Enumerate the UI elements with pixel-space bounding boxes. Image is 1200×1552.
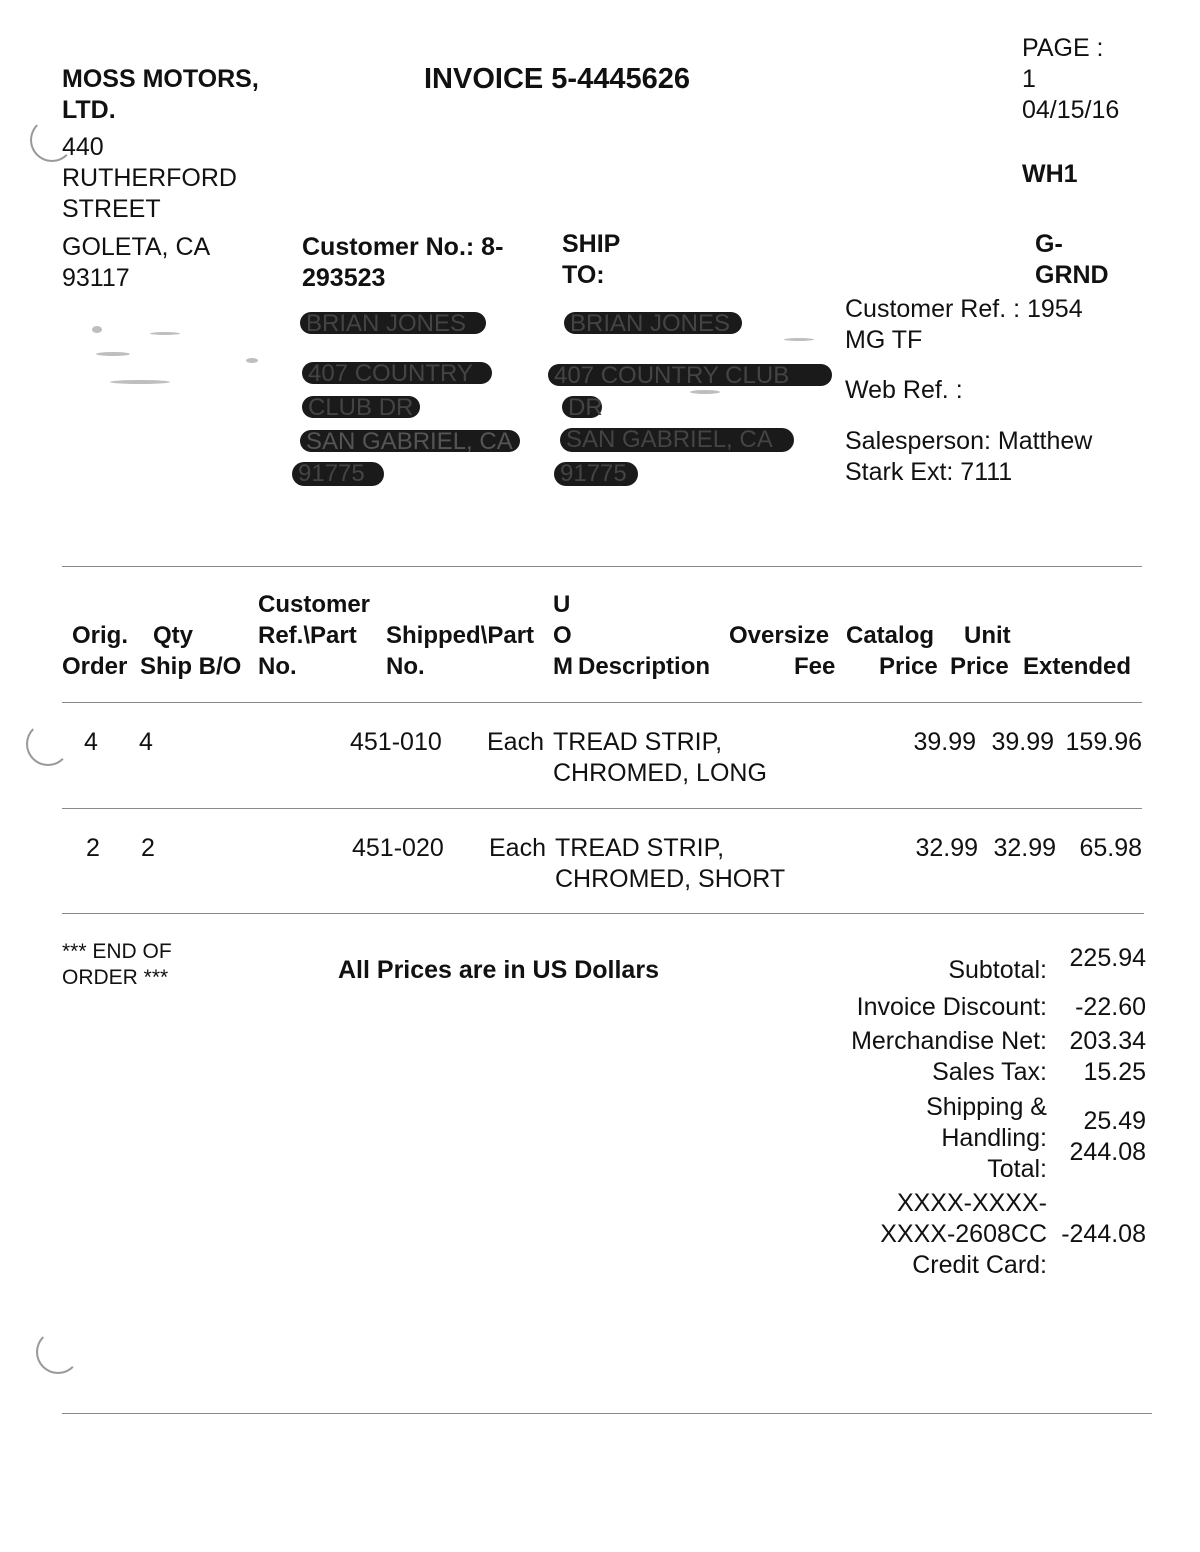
row1-orig: 4	[84, 728, 98, 756]
row1-extended: 159.96	[1065, 728, 1142, 756]
row1-desc-line2: CHROMED, LONG	[553, 759, 767, 787]
header-catalog-2: Price	[879, 653, 938, 680]
divider-row1	[62, 808, 1142, 809]
merchandise-net-value: 203.34	[1069, 1027, 1146, 1055]
sales-tax-label: Sales Tax:	[932, 1058, 1047, 1086]
header-shipped-part-2: No.	[386, 653, 425, 680]
divider-top	[62, 566, 1142, 567]
binder-hole-mark	[26, 722, 70, 766]
invoice-title: INVOICE 5-4445626	[424, 63, 690, 95]
header-uom-1: U	[553, 591, 571, 618]
header-oversize-2: Fee	[794, 653, 836, 680]
row2-unit: 32.99	[993, 834, 1056, 862]
customer-number-label: Customer No.: 8-	[302, 233, 504, 261]
row1-part: 451-010	[350, 728, 442, 756]
header-orig-2: Order	[62, 653, 128, 680]
row1-ship: 4	[139, 728, 153, 756]
header-qty-2: Ship B/O	[140, 653, 242, 680]
header-uom-3: M	[553, 653, 573, 680]
binder-hole-mark	[30, 118, 74, 162]
customer-address1-redacted: 407 COUNTRY	[302, 362, 492, 384]
shipping-label-line2: Handling:	[941, 1124, 1047, 1152]
row1-catalog: 39.99	[913, 728, 976, 756]
row2-desc-line2: CHROMED, SHORT	[555, 865, 786, 893]
customer-address2-redacted: CLUB DR	[302, 396, 420, 418]
header-catalog-1: Catalog	[846, 622, 935, 649]
total-value: 244.08	[1069, 1138, 1146, 1166]
row1-unit: 39.99	[991, 728, 1054, 756]
page-number: 1	[1022, 65, 1036, 93]
ship-to-zip-redacted: 91775	[554, 462, 638, 486]
binder-hole-mark	[36, 1330, 80, 1374]
end-of-order-line1: *** END OF	[62, 940, 172, 963]
shipping-value: 25.49	[1083, 1107, 1146, 1135]
shipping-code-line2: GRND	[1035, 261, 1109, 289]
shipping-code-line1: G-	[1035, 230, 1063, 258]
row2-desc-line1: TREAD STRIP,	[555, 834, 725, 862]
row2-orig: 2	[86, 834, 100, 862]
company-address-line2: RUTHERFORD	[62, 164, 237, 192]
discount-label: Invoice Discount:	[856, 993, 1047, 1021]
subtotal-label: Subtotal:	[948, 956, 1047, 984]
ship-to-name-redacted: BRIAN JONES	[564, 312, 742, 334]
salesperson: Salesperson: Matthew	[845, 427, 1093, 455]
shipping-label-line1: Shipping &	[926, 1093, 1047, 1121]
divider-header	[62, 702, 1142, 703]
company-name-line2: LTD.	[62, 96, 116, 124]
customer-number-value: 293523	[302, 264, 386, 292]
scan-speck	[92, 326, 102, 333]
company-zip: 93117	[62, 264, 130, 292]
ship-to-label-line1: SHIP	[562, 230, 621, 258]
company-address-line1: 440	[62, 133, 104, 161]
credit-card-line2: XXXX-2608CC	[880, 1220, 1047, 1248]
header-custref-3: No.	[258, 653, 297, 680]
header-orig-1: Orig.	[72, 622, 129, 649]
header-oversize-1: Oversize	[729, 622, 830, 649]
header-uom-2: O	[553, 622, 572, 649]
divider-row2	[62, 913, 1144, 914]
web-ref: Web Ref. :	[845, 376, 963, 404]
header-description: Description	[578, 653, 711, 680]
company-address-line3: STREET	[62, 195, 161, 223]
invoice-date: 04/15/16	[1022, 96, 1120, 124]
scan-speck	[246, 358, 258, 363]
row2-extended: 65.98	[1079, 834, 1142, 862]
header-shipped-part-1: Shipped\Part	[386, 622, 535, 649]
ship-to-address1-redacted: 407 COUNTRY CLUB	[548, 364, 832, 386]
header-custref-2: Ref.\Part	[258, 622, 357, 649]
row1-uom: Each	[487, 728, 544, 756]
header-extended: Extended	[1023, 653, 1132, 680]
company-name-line1: MOSS MOTORS,	[62, 65, 259, 93]
header-unit-1: Unit	[964, 622, 1011, 649]
customer-city-redacted: SAN GABRIEL, CA	[300, 430, 530, 452]
company-city: GOLETA, CA	[62, 233, 211, 261]
credit-card-line1: XXXX-XXXX-	[896, 1189, 1047, 1217]
row2-ship: 2	[141, 834, 155, 862]
sales-tax-value: 15.25	[1083, 1058, 1146, 1086]
total-label: Total:	[987, 1155, 1047, 1183]
customer-ref: Customer Ref. : 1954	[845, 295, 1083, 323]
scan-speck	[96, 352, 130, 356]
header-unit-2: Price	[950, 653, 1009, 680]
ship-to-address2-redacted: DR	[562, 396, 602, 418]
customer-ref-line2: MG TF	[845, 326, 923, 354]
credit-card-label: Credit Card:	[912, 1251, 1047, 1279]
credit-card-amount: -244.08	[1061, 1220, 1146, 1248]
warehouse-code: WH1	[1022, 160, 1078, 188]
customer-zip-redacted: 91775	[292, 462, 384, 486]
page-label: PAGE :	[1022, 34, 1104, 62]
scan-speck	[690, 390, 720, 394]
row2-catalog: 32.99	[915, 834, 978, 862]
subtotal-value: 225.94	[1069, 944, 1146, 972]
customer-name-redacted: BRIAN JONES	[300, 312, 486, 334]
currency-note: All Prices are in US Dollars	[338, 956, 659, 984]
scan-speck	[110, 380, 170, 384]
row1-desc-line1: TREAD STRIP,	[553, 728, 723, 756]
scan-speck	[784, 338, 814, 341]
row2-part: 451-020	[352, 834, 444, 862]
salesperson-ext: Stark Ext: 7111	[845, 458, 1013, 486]
header-qty-1: Qty	[153, 622, 194, 649]
ship-to-city-redacted: SAN GABRIEL, CA	[560, 428, 794, 452]
end-of-order-line2: ORDER ***	[62, 966, 169, 989]
row2-uom: Each	[489, 834, 546, 862]
ship-to-label-line2: TO:	[562, 261, 605, 289]
scan-speck	[150, 332, 180, 335]
discount-value: -22.60	[1075, 993, 1146, 1021]
divider-bottom	[62, 1413, 1152, 1414]
merchandise-net-label: Merchandise Net:	[851, 1027, 1047, 1055]
header-custref-1: Customer	[258, 591, 371, 618]
